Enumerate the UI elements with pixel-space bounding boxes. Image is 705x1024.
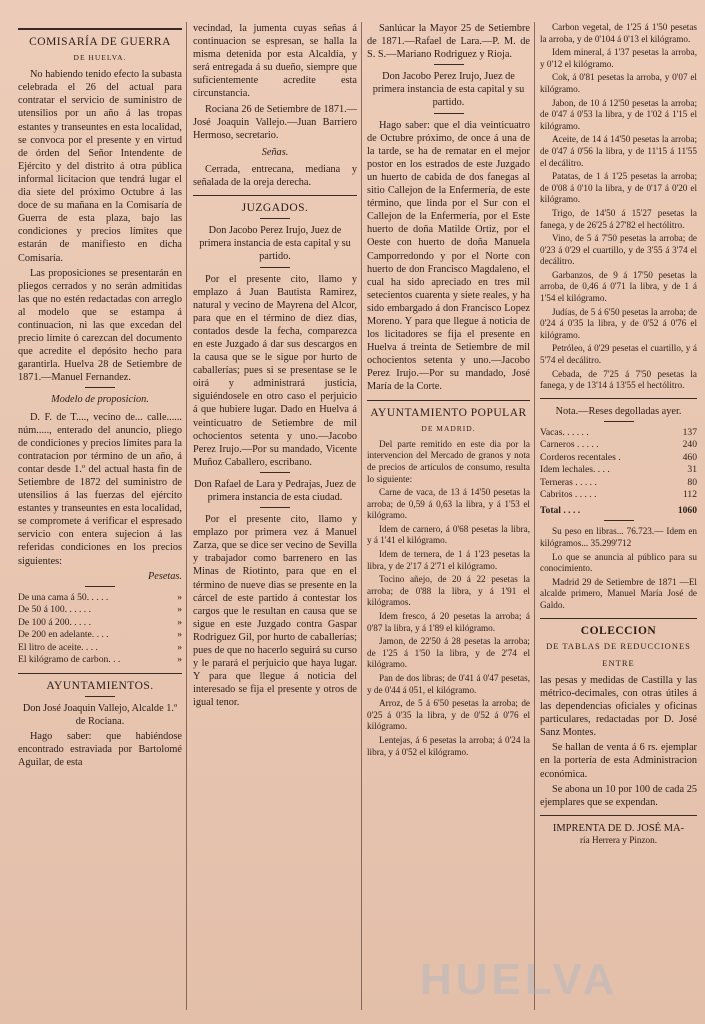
table-cell: Carneros . . . . .	[540, 439, 599, 451]
price-paragraph: Idem fresco, á 20 pesetas la arroba; á 0'87 la libra, y á 1'89 el kilógramo.	[367, 611, 530, 633]
table-row	[18, 654, 182, 667]
price-paragraph: Cok, á 0'81 pesetas la arroba, y 0'07 el kilógramo.	[540, 72, 697, 94]
notice-paragraph: Don Jacobo Perez Irujo, Juez de primera instancia de esta capital y su partido.	[372, 71, 525, 109]
divider	[18, 673, 182, 674]
divider	[367, 400, 530, 401]
reses-table	[540, 427, 697, 518]
section-heading: COMISARÍA DE GUERRA	[29, 36, 171, 48]
price-paragraph: Idem de carnero, á 0'68 pesetas la libra, y á 1'41 el kilógramo.	[367, 523, 530, 546]
table-cell: »	[177, 654, 182, 666]
total-label: Total . . . .	[540, 504, 581, 516]
table-row	[18, 604, 182, 617]
price-paragraph: Jabon, de 10 á 12'50 pesetas la arroba; de 0'47 á 0'53 la libra, y de 1'02 á 1'15 el kilógramo.	[540, 97, 697, 131]
table-cell: 460	[682, 451, 697, 463]
price-paragraph: Arroz, de 5 á 6'50 pesetas la arroba; de 0'25 á 0'35 la libra, y de 0'52 á 0'76 el kilógramo.	[367, 698, 530, 732]
divider	[260, 267, 290, 268]
table-cell: 112	[682, 489, 697, 501]
notice-paragraph: Las proposiciones se presentarán en pliegos cerrados y no serán admitidas las que no estén redactadas con arreglo al modelo que se estampa á continuacion, ni las que excedan del precio límite ó carezcan del documento que acredite el depósito hecho para garantirla. Huelva 28 de Setiembre de 1871.—Manuel Fernandez.	[18, 267, 182, 384]
price-paragraph: Pan de dos libras; de 0'41 á 0'47 pesetas, y de 0'44 á 051, el kilógramo.	[367, 673, 530, 695]
price-paragraph: Trigo, de 14'50 á 15'27 pesetas la fanega, y de 26'25 á 27'82 el hectólitro.	[540, 207, 697, 230]
notice-paragraph: Por el presente cito, llamo y emplazo á Juan Bautista Ramirez, natural y vecino de Mayrena del Alcor, para que en el término de diez dias, contados desde la fecha, comparezca en este Juzgado á dar sus descargos en la causa que se le sigue por hurto de caballerías; pues si se presentase se le oirá y administrará justicia, siguiéndosele en otro caso el perjuicio á que hubiere lugar. Dado en Huelva á veinticuatro de Setiembre de mil ochocientos setenta y uno.—Jacobo Perez Irujo.—Por su mandado, Vicente Muñoz Caballero, escribano.	[193, 273, 357, 468]
notice-paragraph: Por el presente cito, llamo y emplazo por primera vez á Manuel Zarza, que se dice ser vecino de Sevilla y trabajador como barrenero en las Minas de Riotinto, para que en el término de nueve dias se presente en la cárcel de este partido á contestar los cargos que le resultan en causa que se sigue en este Juzgado contra Gaspar Rodriguez Gil, por hurto de caballerías; pues de que no hacerlo seguirá su curso y le parará el perjuicio que haya lugar. Y para que llegue á noticia del interesado se fija el presente y otros de igual tenor.	[193, 514, 357, 709]
imprenta-line: ría Herrera y Pinzon.	[579, 834, 658, 845]
table-row	[18, 617, 182, 630]
table-row	[540, 452, 697, 465]
price-paragraph: Cebada, de 7'25 á 7'50 pesetas la fanega, y de 13'14 á 13'55 el hectólitro.	[540, 368, 697, 391]
table-cell: »	[177, 641, 182, 653]
price-paragraph: Tocino añejo, de 20 á 22 pesetas la arroba; de 0'88 la libra, y á 1'91 el kilógramos.	[367, 574, 530, 608]
watermark: HUELVA	[420, 955, 619, 1004]
pesetas-label: Pesetas.	[147, 570, 182, 582]
table-cell: 137	[682, 426, 697, 438]
notice-paragraph: Lo que se anuncia al público para su conocimiento.	[540, 551, 697, 574]
table-row	[18, 592, 182, 605]
price-paragraph: Carne de vaca, de 13 á 14'50 pesetas la arroba; de 0,59 á 0,63 la libra, y á 1'53 el kilógramo.	[367, 487, 530, 521]
table-cell: »	[177, 591, 182, 603]
column-rule	[361, 22, 362, 1010]
section-subheading: DE TABLAS DE REDUCCIONES	[546, 640, 691, 651]
notice-paragraph: Hago saber: que habiéndose encontrado estraviada por Bartolomé Aguilar, de esta	[18, 731, 182, 769]
table-cell: El kilógramo de carbon. . .	[18, 654, 121, 666]
column-rule	[534, 22, 535, 1010]
table-row	[540, 464, 697, 477]
table-cell: De 100 á 200. . . . .	[18, 616, 92, 628]
price-paragraph: Idem de ternera, de 1 á 1'23 pesetas la libra, y de 2'17 á 2'71 el kilógramo.	[367, 549, 530, 571]
section-heading: AYUNTAMIENTOS.	[46, 679, 154, 692]
table-row	[18, 629, 182, 642]
table-cell: »	[177, 616, 182, 628]
divider	[604, 421, 634, 422]
total-row	[540, 502, 697, 518]
notice-paragraph: No habiendo tenido efecto la subasta celebrada el 26 del actual para contratar el servicio de suministro de utensilios por un año á las tropas estantes y transeuntes en esta localidad, se convoca por el presente y en virtud de órden del Señor Intendente de Ejército y del distrito á otra pública informal licitacion que tendrá lugar el dia siete del próximo Octubre á las doce de su mañana en la Comisaría de Guerra de esta plaza, bajo las condiciones y precios límites que estarán de manifiesto en dicha Comisaría.	[18, 69, 182, 264]
column-3	[367, 22, 530, 1010]
table-row	[18, 642, 182, 655]
notice-paragraph: Se abona un 10 por 100 de cada 25 ejemplares que se expendan.	[540, 783, 697, 808]
divider	[260, 218, 290, 219]
column-4	[540, 22, 697, 1010]
divider	[18, 28, 182, 30]
table-cell: 31	[687, 464, 697, 476]
table-row	[540, 489, 697, 502]
column-2	[193, 22, 357, 1010]
price-paragraph: Carbon vegetal, de 1'25 á 1'50 pesetas la arroba, y de 0'104 á 0'13 el kilógramo.	[540, 22, 697, 44]
notice-paragraph: Su peso en libras... 76.723.— Idem en kilógramos... 35.299'712	[540, 526, 697, 548]
notice-paragraph: Rociana 26 de Setiembre de 1871.—José Joaquin Vallejo.—Juan Barriero Hermoso, secretario.	[193, 103, 357, 141]
notice-paragraph: Don Jacobo Perez Irujo, Juez de primera instancia de esta capital y su partido.	[199, 225, 351, 263]
model-title: Modelo de proposicion.	[51, 394, 149, 406]
divider	[85, 586, 115, 587]
price-table	[18, 592, 182, 667]
table-cell: 240	[682, 439, 697, 451]
table-cell: »	[177, 604, 182, 616]
section-subheading: ENTRE	[602, 657, 635, 668]
imprenta-line: IMPRENTA DE D. JOSÉ MA-	[552, 822, 685, 834]
section-subheading: DE HUELVA.	[73, 53, 127, 63]
table-cell: Idem lechales. . . .	[540, 464, 610, 476]
price-paragraph: Vino, de 5 á 7'50 pesetas la arroba; de 0'23 á 0'29 el cuartillo, y de 3'55 á 3'74 el decálitro.	[540, 233, 697, 267]
notice-paragraph: Don Rafael de Lara y Pedrajas, Juez de primera instancia de esta ciudad.	[194, 478, 356, 503]
divider	[85, 387, 115, 388]
table-cell: Vacas. . . . . .	[540, 426, 589, 438]
divider	[434, 64, 464, 65]
table-cell: Cabritos . . . . .	[540, 489, 597, 501]
divider	[260, 472, 290, 473]
notice-paragraph: las pesas y medidas de Castilla y las métrico-decimales, con otras útiles á las dependencias oficiales y oficinas particulares, redactadas por D. José Sanz Montes.	[540, 674, 697, 739]
price-paragraph: Garbanzos, de 9 á 17'50 pesetas la arroba, de 0,46 á 0'71 la libra, y de 1 á 1'54 el kilógramo.	[540, 269, 697, 304]
column-1	[18, 22, 182, 1010]
divider	[540, 815, 697, 816]
table-cell: 80	[687, 476, 697, 488]
price-paragraph: Lentejas, á 6 pesetas la arroba; á 0'24 la libra, y á 0'52 el kilógramo.	[367, 734, 530, 757]
price-paragraph: Jamon, de 22'50 á 28 pesetas la arroba; de 1'25 á 1'50 la libra, y de 2'74 el kilógramo.	[367, 636, 530, 670]
notice-paragraph: Sanlúcar la Mayor 25 de Setiembre de 1871.—Rafael de Lara.—P. M. de S. S.—Mariano Rodriguez y Rioja.	[367, 23, 530, 61]
notice-paragraph: Madrid 29 de Setiembre de 1871 —El alcalde primero, Manuel María José de Galdo.	[540, 576, 697, 610]
table-row	[540, 427, 697, 440]
price-paragraph: Judías, de 5 á 6'50 pesetas la arroba; de 0'24 á 0'35 la libra, y de 0'52 á 0'76 el kilógramo.	[540, 306, 697, 340]
notice-paragraph: D. F. de T...., vecino de... calle...... núm....., enterado del anuncio, pliego de condiciones y precios límites para la contratacion por término de un año, á contar desde 1.º del actual hasta fin de Setiembre de 1872 del suministro de utensilios á las fuerzas del ejército estantes y transeuntes en esta localidad, se compromete á verificar el espresado servicio con entera sujecion á las referidas condiciones en los precios siguientes:	[18, 411, 182, 567]
senas-title: Señas.	[261, 146, 289, 158]
section-heading: JUZGADOS.	[241, 202, 309, 215]
section-subheading: DE MADRID.	[421, 423, 476, 433]
price-paragraph: Idem mineral, á 1'37 pesetas la arroba, y 0'12 el kilógramo.	[540, 47, 697, 69]
price-paragraph: Petróleo, á 0'29 pesetas el cuartillo, y á 5'74 el decálitro.	[540, 343, 697, 366]
notice-paragraph: vecindad, la jumenta cuyas señas á continuacion se espresan, se halla la misma detenida por esta Alcaldía, y será entregada á su dueño, siempre que suficientemente acredite esta circunstancia.	[193, 23, 357, 100]
divider	[540, 618, 697, 619]
price-paragraph: Patatas, de 1 á 1'25 pesetas la arroba; de 0'08 á 0'10 la libra, y de 0'17 á 0'20 el kilógramo.	[540, 171, 697, 205]
table-cell: De 50 á 100. . . . . .	[18, 604, 92, 616]
table-cell: Terneras . . . . .	[540, 476, 597, 488]
section-heading: AYUNTAMIENTO POPULAR	[370, 406, 527, 419]
notice-paragraph: Se hallan de venta á 6 rs. ejemplar en la portería de esta Administracion económica.	[540, 742, 697, 780]
notice-paragraph: Del parte remitido en este dia por la intervencion del Mercado de granos y nota de precios de artículos de consumo, resulta lo siguiente:	[367, 438, 530, 484]
table-cell: De una cama á 50. . . . .	[18, 591, 109, 603]
table-row	[540, 439, 697, 452]
divider	[260, 507, 290, 508]
table-cell: De 200 en adelante. . . .	[18, 629, 109, 641]
column-rule	[186, 22, 187, 1010]
divider	[434, 113, 464, 114]
notice-paragraph: Hago saber: que el dia veinticuatro de Octubre próximo, de once á una de la tarde, se ha de rematar en el mejor postor en los estrados de este Juzgado un huerto de cabida de dos fanegas al sitio Callejon de la Enfermería, de este término, que linda por el Sur con el Callejon de la Enfermería, por el Este huerto de doña Matilde Ortiz, por el Oeste con huerto de doña Manuela Camporredondo y por el Norte con huerto de don Francisco Magdaleno, el cual ha sido apreciado en tres mil setecientos cuarenta y siete reales, y ha sido embargado á don Francisco Lopez Moreno. Y para que llegue á noticia de los licitadores se fija el presente en Huelva á treinta de Setiembre de mil ochocientos setenta y uno.—Jacobo Perez Irujo.—Por su mandado, José María de la Corte.	[367, 119, 530, 393]
notice-paragraph: Cerrada, entrecana, mediana y señalada de la oreja derecha.	[193, 163, 357, 189]
divider	[540, 398, 697, 399]
divider	[85, 696, 115, 697]
divider	[604, 520, 634, 521]
table-cell: El litro de aceite. . . .	[18, 641, 98, 653]
notice-paragraph: Don José Joaquin Vallejo, Alcalde 1.º de Rociana.	[22, 702, 178, 727]
table-cell: Corderos recentales .	[540, 451, 621, 463]
table-row	[540, 477, 697, 490]
section-heading: COLECCION	[580, 624, 657, 637]
table-cell: »	[177, 629, 182, 641]
divider	[193, 195, 357, 196]
total-value: 1060	[677, 504, 697, 516]
nota-heading: Nota.—Reses degolladas ayer.	[555, 405, 682, 417]
price-paragraph: Aceite, de 14 á 14'50 pesetas la arroba; de 0'47 á 0'56 la libra, y de 11'15 á 11'55 el decálitro.	[540, 134, 697, 168]
